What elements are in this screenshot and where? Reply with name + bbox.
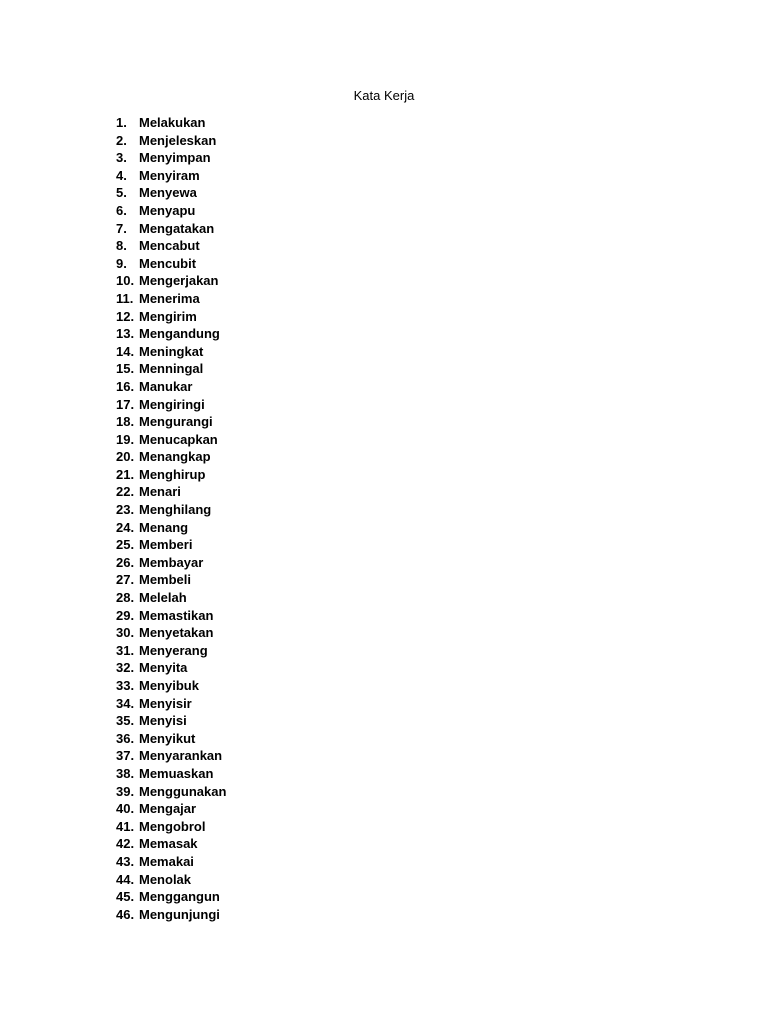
list-item-word: Menyikut [139, 730, 196, 746]
list-item-word: Menyibuk [139, 678, 199, 693]
list-item-word: Menyisir [139, 695, 192, 711]
list-item-number: 17. [116, 396, 135, 412]
list-item-number: 6. [116, 202, 127, 218]
list-item-word: Menang [139, 519, 189, 535]
list-item-number: 25. [116, 537, 135, 553]
list-item-number: 5. [116, 185, 127, 201]
list-item-word: Mengiringi [139, 396, 205, 412]
list-item-word: Menyerang [139, 642, 208, 658]
list-item-word: Melelah [139, 590, 187, 606]
list-item-word: Menerima [139, 290, 200, 306]
list-item-number: 35. [116, 713, 135, 729]
list-item-word: Mengerjakan [139, 273, 219, 289]
list-item-word: Menggangun [139, 889, 220, 905]
list-item-word: Menyisi [139, 713, 187, 729]
list-item-number: 43. [116, 853, 135, 869]
list-item-word: Memastikan [139, 607, 214, 623]
list-item-word: Menyita [139, 660, 188, 676]
list-item-word: Mengatakan [139, 220, 215, 236]
list-item-number: 30. [116, 625, 135, 641]
list-item-word: Menyetakan [139, 625, 214, 641]
list-item-number: 16. [116, 378, 135, 394]
list-item-number: 36. [116, 730, 135, 746]
list-item-word: Menyimpan [139, 150, 211, 166]
list-item-number: 18. [116, 414, 135, 430]
list-item-number: 40. [116, 801, 135, 817]
list-item-word: Menghirup [139, 466, 206, 482]
list-item-word: Mengobrol [139, 818, 206, 834]
list-item-word: Mengurangi [139, 414, 213, 430]
list-item-number: 41. [116, 818, 135, 834]
list-item-word: Mengunjungi [139, 906, 220, 922]
list-item-number: 31. [116, 642, 135, 658]
list-item-word: Menningal [139, 361, 204, 377]
list-item-number: 14. [116, 343, 135, 359]
list-item-number: 29. [116, 607, 135, 623]
list-item-number: 39. [116, 783, 135, 799]
list-item-word: Menyarankan [139, 748, 223, 764]
list-item-number: 9. [116, 255, 127, 271]
list-item-word: Mengandung [139, 326, 220, 342]
list-item-number: 34. [116, 695, 135, 711]
list-item-word: Menggunakan [139, 783, 227, 799]
list-item-number: 3. [116, 150, 127, 166]
list-item-number: 37. [116, 748, 135, 764]
list-item-word: Menangkap [139, 449, 211, 465]
list-item-word: Menyiram [139, 167, 200, 183]
list-item-number: 1. [116, 115, 127, 130]
list-item-word: Memakai [139, 853, 194, 869]
list-item-word: Manukar [139, 378, 193, 394]
list-item-word: Memberi [139, 537, 193, 553]
list-item-word: Menolak [139, 871, 192, 887]
list-item-number: 13. [116, 326, 135, 342]
list-item-number: 32. [116, 660, 135, 676]
list-item-word: Menyewa [139, 185, 197, 201]
list-item-number: 21. [116, 466, 135, 482]
list-item-word: Meningkat [139, 343, 204, 359]
list-item-word: Mengirim [139, 308, 197, 324]
list-item-word: Melakukan [139, 115, 206, 130]
list-item-number: 12. [116, 308, 135, 324]
list-item-number: 33. [116, 678, 135, 693]
list-item-word: Mencubit [139, 255, 197, 271]
list-item-word: Menghilang [139, 502, 212, 518]
list-item-number: 24. [116, 519, 135, 535]
list-item-number: 4. [116, 167, 127, 183]
list-item-number: 2. [116, 132, 127, 148]
list-item-word: Menari [139, 484, 181, 500]
list-item-number: 7. [116, 220, 127, 236]
list-item-word: Memuaskan [139, 765, 214, 781]
list-item-number: 20. [116, 449, 135, 465]
list-item-number: 46. [116, 906, 135, 922]
list-item-word: Menucapkan [139, 431, 218, 447]
list-item-word: Membayar [139, 554, 204, 570]
list-item-number: 15. [116, 361, 135, 377]
list-item-number: 26. [116, 554, 135, 570]
document-title: Kata Kerja [353, 88, 415, 103]
list-item-number: 28. [116, 590, 135, 606]
list-item-word: Menyapu [139, 202, 196, 218]
list-item-word: Menjeleskan [139, 132, 217, 148]
list-item-number: 38. [116, 765, 135, 781]
list-item-number: 44. [116, 871, 135, 887]
list-item-word: Membeli [139, 572, 192, 588]
list-item-number: 27. [116, 572, 135, 588]
list-item-number: 19. [116, 431, 135, 447]
list-item-number: 8. [116, 238, 127, 254]
list-item-number: 42. [116, 836, 135, 852]
list-item-number: 23. [116, 502, 135, 518]
list-item-number: 10. [116, 273, 135, 289]
list-item-number: 11. [116, 290, 134, 306]
list-item-word: Mengajar [139, 801, 197, 817]
list-item-word: Mencabut [139, 238, 200, 254]
list-item-word: Memasak [139, 836, 198, 852]
list-item-number: 22. [116, 484, 135, 500]
list-item-number: 45. [116, 889, 135, 905]
